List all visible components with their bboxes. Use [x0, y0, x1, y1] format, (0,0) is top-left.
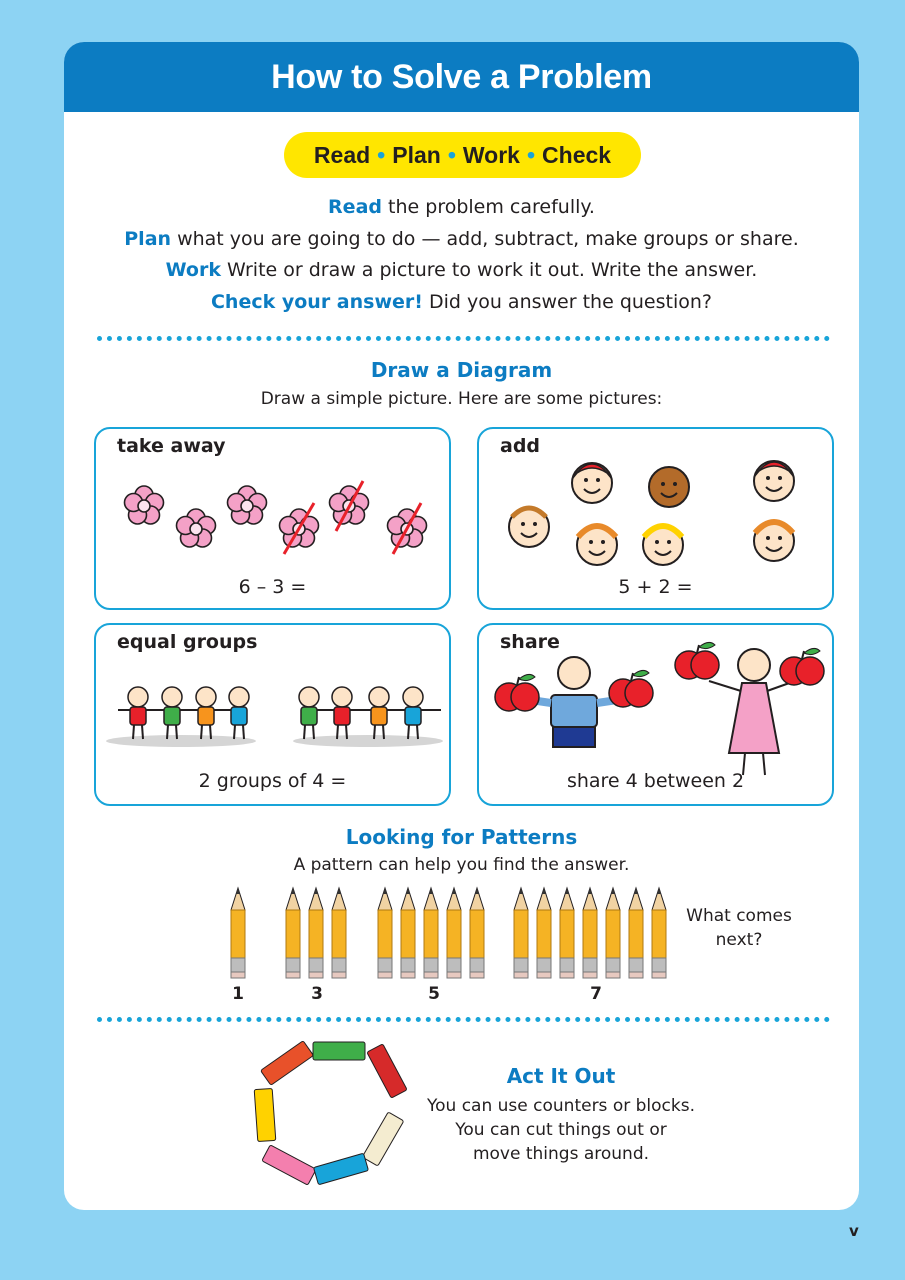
- pencil-icon: [606, 888, 620, 978]
- act-title: Act It Out: [506, 1064, 616, 1088]
- pencil-icon: [286, 888, 300, 978]
- pencil-icon: [514, 888, 528, 978]
- pill-read: Read: [313, 141, 371, 168]
- pencil-icon: [424, 888, 438, 978]
- pill-separator: •: [526, 141, 536, 168]
- pattern-number: 3: [311, 984, 323, 1004]
- pencil-icon: [652, 888, 666, 978]
- step-read: Read the problem carefully.: [328, 196, 595, 218]
- divider: [97, 336, 830, 341]
- pencil-icon: [629, 888, 643, 978]
- pencil-icon: [537, 888, 551, 978]
- box-title: share: [500, 631, 560, 653]
- pattern-number: 1: [232, 984, 244, 1004]
- act-text: You can use counters or blocks. You can cut things out or move things around.: [427, 1096, 695, 1164]
- pill-work: Work: [462, 141, 520, 168]
- box-equation: 2 groups of 4 =: [198, 770, 347, 792]
- pill-separator: •: [377, 141, 386, 168]
- blocks-illustration: [249, 1036, 409, 1194]
- box-take-away: [94, 427, 451, 610]
- pencil-icon: [560, 888, 574, 978]
- pattern-number: 5: [428, 984, 440, 1004]
- box-equation: 5 + 2 =: [618, 576, 693, 598]
- pencil-icon: [309, 888, 323, 978]
- step-check: Check your answer! Did you answer the question?: [210, 290, 712, 313]
- page-number: v: [849, 1222, 859, 1240]
- pattern-number: 7: [590, 984, 602, 1004]
- pill-check: Check: [542, 141, 612, 168]
- diagram-subtitle: Draw a simple picture. Here are some pictures:: [260, 389, 663, 409]
- step-plan: Plan what you are going to do — add, subtract, make groups or share.: [124, 227, 799, 250]
- box-title: add: [500, 435, 541, 457]
- box-add: [477, 427, 834, 610]
- box-title: take away: [117, 435, 226, 457]
- diagram-title: Draw a Diagram: [370, 358, 553, 382]
- pill-separator: •: [447, 141, 456, 168]
- pencil-icon: [231, 888, 245, 978]
- worksheet-card: [64, 42, 859, 1210]
- steps-list: [64, 192, 859, 318]
- box-title: equal groups: [117, 631, 258, 653]
- box-share: [477, 623, 834, 806]
- pencil-icon: [401, 888, 415, 978]
- pill-plan: Plan: [392, 141, 441, 168]
- patterns-subtitle: A pattern can help you find the answer.: [293, 855, 630, 875]
- pencil-icon: [378, 888, 392, 978]
- divider: [97, 1017, 830, 1022]
- steps-pill: [284, 132, 641, 178]
- header-banner: [64, 42, 859, 112]
- pencil-icon: [447, 888, 461, 978]
- step-work: Work Write or draw a picture to work it out. Write the answer.: [165, 259, 758, 281]
- page-title: How to Solve a Problem: [271, 57, 652, 96]
- box-equation: share 4 between 2: [566, 770, 745, 792]
- box-equation: 6 – 3 =: [238, 576, 307, 598]
- pencil-icon: [332, 888, 346, 978]
- patterns-title: Looking for Patterns: [345, 825, 578, 849]
- pencil-icon: [583, 888, 597, 978]
- pattern-question: What comes next?: [686, 906, 792, 950]
- box-equal-groups: [94, 623, 451, 806]
- pencil-icon: [470, 888, 484, 978]
